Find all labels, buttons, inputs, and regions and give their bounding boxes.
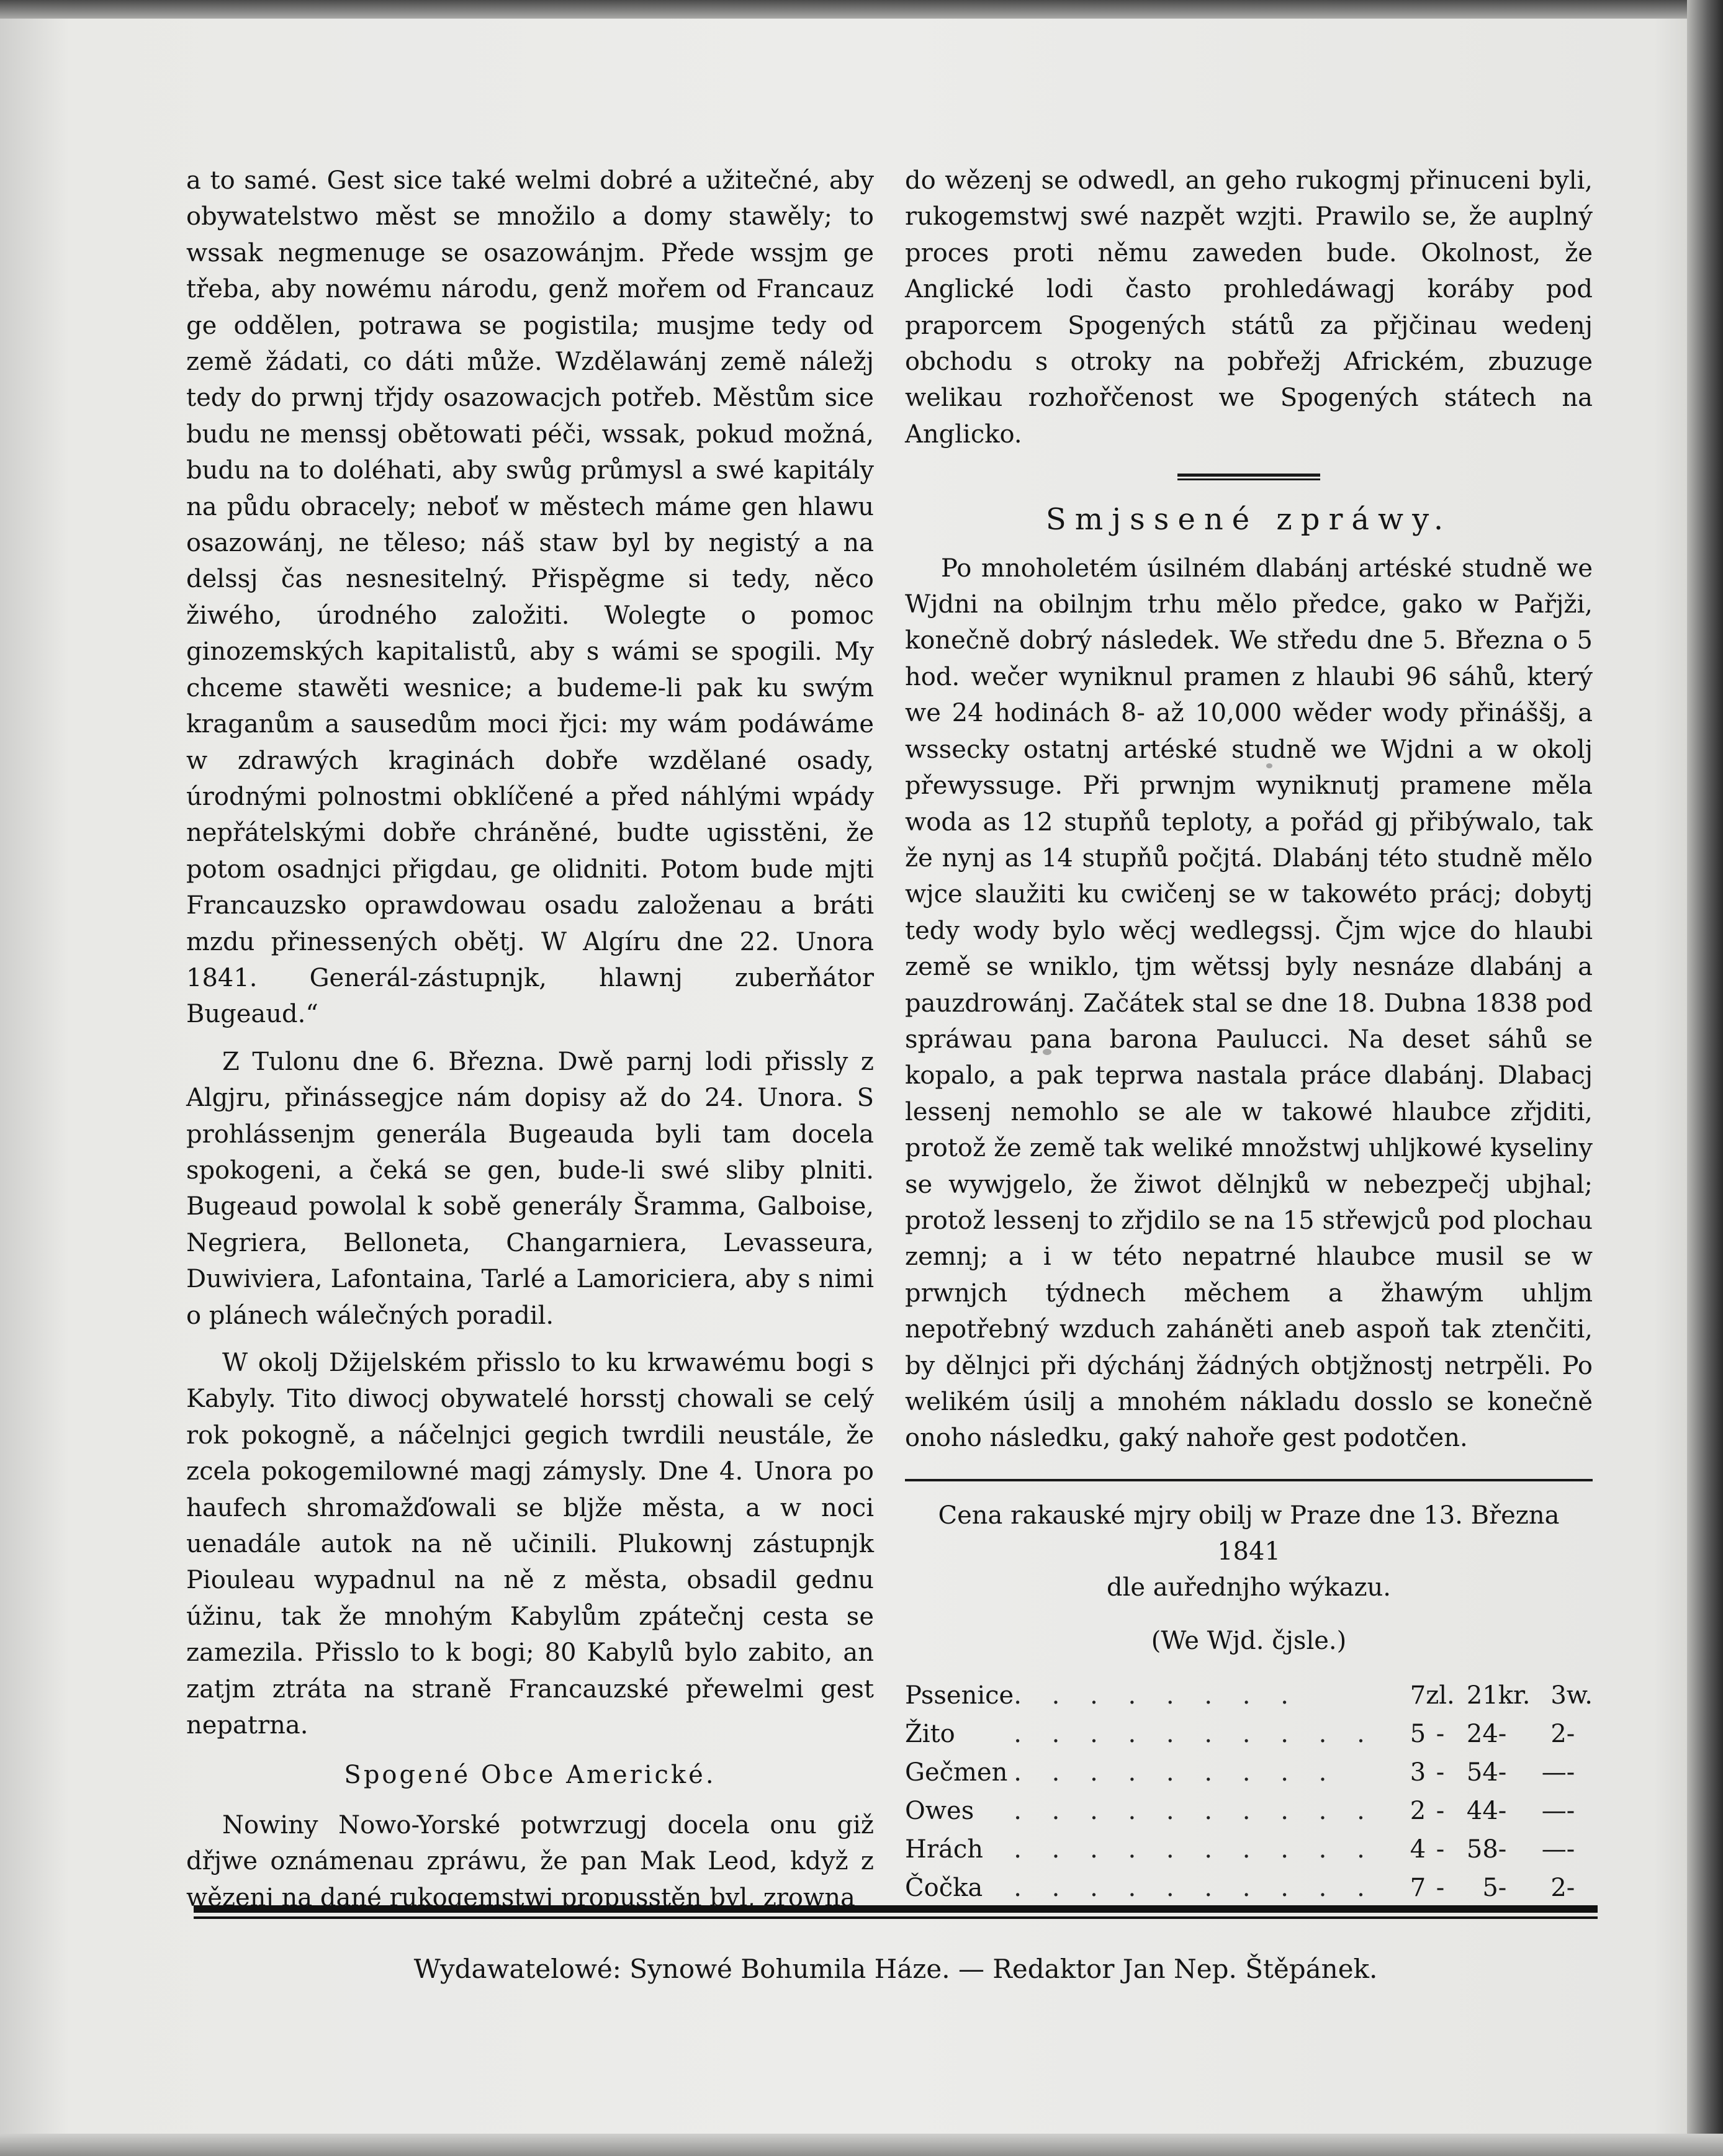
price-row [905, 1716, 1593, 1754]
left-paragraph-usa: Nowiny Nowo-Yorské potwrzugj docela onu giž dřjwe oznámenau zpráwu, že pan Mak Leod, když z wězenj na dané rukogemstwj propusstěn byl, zrowna [186, 1810, 874, 1912]
price-sep-2: - [1498, 1797, 1507, 1826]
section-divider [1177, 474, 1320, 480]
price-value-b: 58 [1466, 1835, 1498, 1864]
price-value-a: 5 [1410, 1720, 1426, 1749]
price-value-a: 2 [1410, 1797, 1426, 1826]
price-dots: . . . . . . . . . . [1014, 1797, 1376, 1826]
price-value-b: 44 [1466, 1797, 1498, 1826]
price-grain: Čočka [905, 1874, 983, 1903]
scan-right-edge [1687, 0, 1723, 2156]
price-grain: Žito [905, 1720, 955, 1749]
left-paragraph-1: a to samé. Gest sice také welmi dobré a užitečné, aby obywatelstwo měst se množilo a domy stawěly; to wssak negmenuge se osazowánjm. Přede wssjm ge třeba, aby nowému národu, genž mořem od Francauz ge oddělen, potrawa se pogistila; musjme tedy od země žádati, co dáti může. Wzdělawánj země náležj tedy do prwnj třjdy osazowacjch potřeb. Městům sice budu ne menssj obětowati péči, wssak, pokud možná, budu na to doléhati, aby swůg průmysl a swé kapitály na půdu obracely; neboť w městech máme gen hlawu osazowánj, ne těleso; náš staw byl by negistý a na delssj čas nesnesitelný. Přispěgme si tedy, něco žiwého, úrodného založiti. Wolegte o pomoc ginozemských kapitalistů, aby s wámi se spogili. My chceme stawěti wesnice; a budeme-li pak ku swým kraganům a sausedům moci řjci: my wám podáwáme w zdrawých kraginách dobře wzdělané osady, úrodnými polnostmi obklíčené a před náhlými wpády nepřátelskými dobře chráněné, budte ugisstěni, že potom osadnjci přigdau, ge olidniti. Potom bude mjti Francauzsko oprawdowau osadu založenau a bráti mzdu přinessených obětj. W Algíru dne 22. Unora 1841. Generál-zástupnjk, hlawnj zuberňátor Bugeaud.“ [186, 166, 874, 1029]
right-paragraph-continued: do wězenj se odwedl, an geho rukogmj přinuceni byli, rukogemstwj swé nazpět wzjti. Prawilo se, že auplný proces proti němu zaweden bude. Okolnost, že Anglické lodi často prohledáwagj koráby pod praporcem Spogených států za přjčinau wedenj obchodu s otroky na pobřežj Africkém, zbuzuge welikau rozhořčenost we Spogených státech na Anglicko. [905, 166, 1593, 449]
price-unit: - [1566, 1758, 1575, 1787]
section-heading-misc: Smjssené zpráwy. [1045, 502, 1452, 537]
price-sep-2: - [1498, 1835, 1507, 1864]
price-grain: Owes [905, 1797, 974, 1826]
price-title [905, 1498, 1593, 1606]
price-row [905, 1870, 1593, 1908]
price-title-line-1: Cena rakauské mjry obilj w Praze dne 13. Března 1841 [938, 1501, 1560, 1566]
section-heading-usa: Spogené Obce Americké. [344, 1761, 716, 1790]
price-title-line-2: dle auřednjho wýkazu. [1107, 1573, 1391, 1602]
price-unit: - [1566, 1797, 1575, 1826]
price-grain: Gečmen [905, 1758, 1008, 1787]
price-grain: Hrách [905, 1835, 984, 1864]
price-unit: w. [1566, 1681, 1593, 1710]
price-value-b: 5 [1482, 1874, 1498, 1903]
right-paragraph-misc: Po mnoholetém úsilném dlabánj artéské studně we Wjdni na obilnjm trhu mělo předce, gako w Pařjži, konečně dobrý následek. We středu dne 5. Března o 5 hod. wečer wyniknul pramen z hlaubi 96 sáhů, který we 24 hodinách 8- až 10,000 wěder wody přináššj, a wssecky ostatnj artéské studně we Wjdni a w okolj přewyssuge. Při prwnjm wyniknutj pramene měla woda as 12 stupňů teploty, a pořád gj přibýwalo, tak že nynj as 14 stupňů počjtá. Dlabánj této studně mělo wjce slaužiti ku cwičenj se w takowéto prácj; dobytj tedy wody bylo wěcj wedlegssj. Čjm wjce do hlaubi země se wniklo, tjm wětssj byly nesnáze dlabánj a pauzdrowánj. Začátek stal se dne 18. Dubna 1838 pod spráwau pana barona Paulucci. Na deset sáhů se kopalo, a pak teprwa nastala práce dlabánj. Dlabacj lessenj nemohlo se ale w takowé hlaubce zřjditi, protož že země tak weliké množstwj uhljkowé kyseliny se wywjgelo, že žiwot dělnjků w nebezpečj ubjhal; protož lessenj to zřjdilo se na 15 střewjců pod plochau zemnj; a i w této nepatrné hlaubce musil se w prwnjch týdnech měchem a žhawým uhljm nepotřebný wzduch zaháněti aneb aspoň tak ztenčiti, by dělnjci při dýchánj žádných obtjžnostj netrpěli. Po welikém úsilj a mnohém nákladu dosslo se konečně onoho následku, gaký nahoře gest podotčen. [905, 554, 1593, 1453]
price-unit: - [1566, 1720, 1575, 1749]
price-value-b: 21 [1466, 1681, 1498, 1710]
price-row [905, 1678, 1593, 1716]
scan-bottom-edge [0, 2134, 1723, 2156]
price-dots: . . . . . . . . . . [1014, 1874, 1376, 1903]
price-value-c: 2 [1550, 1720, 1567, 1749]
price-sep-2: - [1498, 1720, 1507, 1749]
price-value-a: 7 [1410, 1681, 1426, 1710]
price-value-c: 3 [1550, 1681, 1567, 1710]
price-row [905, 1754, 1593, 1793]
price-sep-1: - [1436, 1874, 1445, 1903]
price-sep-1: - [1436, 1758, 1445, 1787]
price-dots: . . . . . . . . . . [1014, 1835, 1376, 1864]
price-value-a: 7 [1410, 1874, 1426, 1903]
left-paragraph-2: Z Tulonu dne 6. Března. Dwě parnj lodi přissly z Algjru, přinássegjce nám dopisy až do 24. Unora. S prohlássenjm generála Bugeauda byli tam docela spokogeni, a čeká se gen, bude-li swé sliby plniti. Bugeaud powolal k sobě generály Šramma, Galboise, Negriera, Belloneta, Changarniera, Levasseura, Duwiviera, Lafontaina, Tarlé a Lamoriciera, aby s nimi o plánech wálečných poradil. [186, 1047, 874, 1330]
price-value-a: 3 [1410, 1758, 1426, 1787]
price-sep-2: - [1498, 1758, 1507, 1787]
price-dots: . . . . . . . . . . [1014, 1720, 1376, 1749]
price-unit: - [1566, 1835, 1575, 1864]
price-value-a: 4 [1410, 1835, 1426, 1864]
price-sep-1: - [1436, 1797, 1445, 1826]
scan-top-edge [0, 0, 1723, 19]
right-column [905, 163, 1593, 1908]
price-sep-2: - [1498, 1874, 1507, 1903]
price-sep-1: zl. [1426, 1681, 1455, 1710]
footer-rule [194, 1905, 1598, 1919]
price-unit: - [1566, 1874, 1575, 1903]
price-value-c: — [1541, 1835, 1567, 1864]
price-sep-2: kr. [1498, 1681, 1531, 1710]
price-divider [905, 1479, 1593, 1481]
price-sep-1: - [1436, 1835, 1445, 1864]
price-value-c: — [1541, 1758, 1567, 1787]
price-note: (We Wjd. čjsle.) [1151, 1626, 1347, 1655]
left-paragraph-3: W okolj Džijelském přisslo to ku krwawému bogi s Kabyly. Tito diwocj obywatelé horsstj chowali se celý rok pokogně, a náčelnjci gegich twrdili neustále, že zcela pokogemilowné magj zámysly. Dne 4. Unora po haufech shromažďowali se bljže města, a w noci uenadále autok na ně učinili. Plukownj zástupnjk Piouleau wypadnul na ně z města, obsadil gednu úžinu, tak že mnohým Kabylům zpátečnj cesta se zamezila. Přisslo to k bogi; 80 Kabylů bylo zabito, an zatjm ztráta na straně Francauzské přewelmi gest nepatrna. [186, 1349, 874, 1740]
price-value-c: 2 [1550, 1874, 1567, 1903]
price-dots: . . . . . . . . [1014, 1681, 1300, 1710]
price-grain: Pssenice [905, 1681, 1014, 1710]
price-row [905, 1831, 1593, 1870]
price-dots: . . . . . . . . . [1014, 1758, 1338, 1787]
price-sep-1: - [1436, 1720, 1445, 1749]
footer-publisher: Wydawatelowé: Synowé Bohumila Háze. — Redaktor Jan Nep. Štěpánek. [413, 1954, 1378, 1984]
price-value-b: 24 [1466, 1720, 1498, 1749]
price-value-b: 54 [1466, 1758, 1498, 1787]
price-value-c: — [1541, 1797, 1567, 1826]
price-table [905, 1678, 1593, 1908]
price-row [905, 1793, 1593, 1831]
left-column [186, 163, 874, 1927]
